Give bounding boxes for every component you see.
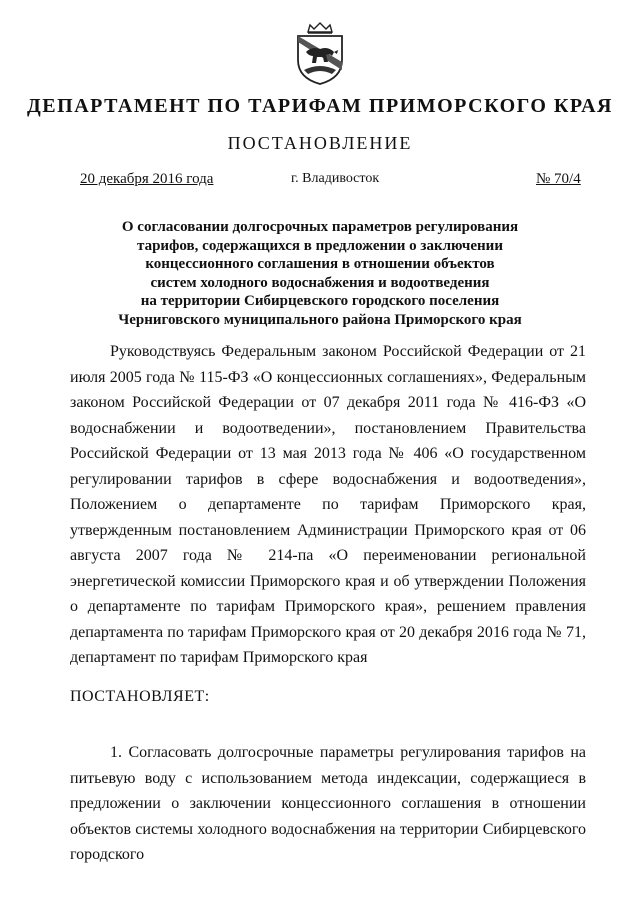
subject-line: на территории Сибирцевского городского поселения [140, 293, 500, 310]
item-1-paragraph: 1. Согласовать долгосрочные параметры регулирования тарифов на питьевую воду с использованием метода индексации, содержащиеся в предложении о заключении концессионного соглашения в отношении объектов системы холодного водоснабжения на территории Сибирцевского городского [70, 744, 586, 863]
subject-line: систем холодного водоснабжения и водоотведения [150, 274, 490, 291]
department-title: ДЕПАРТАМЕНТ ПО ТАРИФАМ ПРИМОРСКОГО КРАЯ [27, 95, 613, 117]
document-subject [100, 218, 540, 330]
subject-line: Черниговского муниципального района Приморского края [118, 311, 522, 328]
document-city: г. Владивосток [291, 171, 380, 186]
decree-heading: ПОСТАНОВЛЯЕТ: [70, 688, 210, 705]
preamble-paragraph: Руководствуясь Федеральным законом Российской Федерации от 21 июля 2005 года № 115-ФЗ «О концессионных соглашениях», Федеральным законом Российской Федерации от 07 декабря 2011 года № 416-ФЗ «О водоснабжении и водоотведении», постановлением Правительства Российской Федерации от 13 мая 2013 года № 406 «О государственном регулировании тарифов в сфере водоснабжения и водоотведения», Положением о департаменте по тарифам Приморского края, утвержденным постановлением Администрации Приморского края от 06 августа 2007 года № 214-па «О переименовании региональной энергетической комиссии Приморского края и об утверждении Положения о департаменте по тарифам Приморского края», решением правления департамента по тарифам Приморского края от 20 декабря 2016 года № 71, департамент по тарифам Приморского края [70, 343, 586, 666]
subject-line: О согласовании долгосрочных параметров регулирования [121, 219, 519, 235]
document-type: ПОСТАНОВЛЕНИЕ [227, 133, 413, 153]
document-number: № 70/4 [536, 171, 581, 187]
subject-line: тарифов, содержащихся в предложении о заключении [137, 237, 503, 254]
subject-line: концессионного соглашения в отношении объектов [145, 256, 495, 273]
document-date: 20 декабря 2016 года [80, 171, 214, 187]
coat-of-arms-icon [292, 22, 348, 86]
